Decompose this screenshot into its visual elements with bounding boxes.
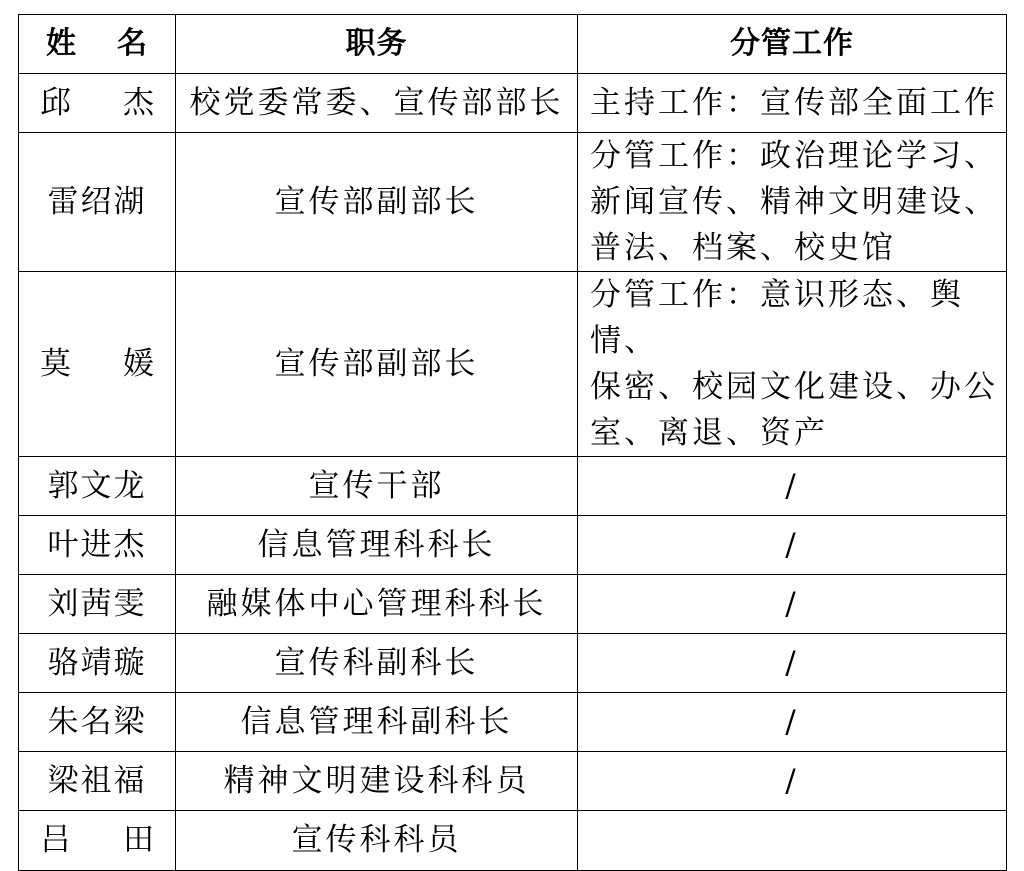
table-header-row: [19, 15, 1007, 74]
position-cell: 信息管理科副科长: [176, 693, 578, 752]
duty-cell: /: [578, 693, 1007, 752]
position-cell: 信息管理科科长: [176, 516, 578, 575]
position-cell: 宣传科副科长: [176, 634, 578, 693]
duty-line: 保密、校园文化建设、办公: [590, 369, 998, 405]
duty-cell: /: [578, 575, 1007, 634]
table-row: [19, 634, 1007, 693]
table-row: [19, 575, 1007, 634]
name-cell: 刘茜雯: [19, 575, 176, 634]
table-row: [19, 133, 1007, 272]
duty-line: 分管工作：意识形态、舆情、: [590, 277, 964, 359]
duty-line: 室、离退、资产: [590, 415, 828, 451]
duty-cell: /: [578, 457, 1007, 516]
header-name: 姓 名: [19, 15, 176, 74]
name-cell: 邱 杰: [19, 74, 176, 133]
position-cell: 宣传部副部长: [176, 133, 578, 272]
name-cell: 叶进杰: [19, 516, 176, 575]
table-row: [19, 811, 1007, 871]
table-row: [19, 752, 1007, 811]
name-cell: 莫 媛: [19, 272, 176, 457]
header-position: 职务: [176, 15, 578, 74]
name-cell: 朱名梁: [19, 693, 176, 752]
name-cell: 骆靖璇: [19, 634, 176, 693]
table-row: [19, 693, 1007, 752]
duty-cell: 主持工作：宣传部全面工作: [578, 74, 1007, 133]
table-row: [19, 272, 1007, 457]
name-cell: 吕 田: [19, 811, 176, 871]
duty-cell: [578, 272, 1007, 457]
name-cell: 郭文龙: [19, 457, 176, 516]
position-cell: 校党委常委、宣传部部长: [176, 74, 578, 133]
duty-line: 新闻宣传、精神文明建设、: [590, 184, 998, 220]
name-cell: 梁祖福: [19, 752, 176, 811]
duty-cell: /: [578, 752, 1007, 811]
position-cell: 宣传部副部长: [176, 272, 578, 457]
header-duty: 分管工作: [578, 15, 1007, 74]
position-cell: 精神文明建设科科员: [176, 752, 578, 811]
position-cell: 宣传科科员: [176, 811, 578, 871]
name-cell: 雷绍湖: [19, 133, 176, 272]
duty-cell: [578, 811, 1007, 871]
position-cell: 融媒体中心管理科科长: [176, 575, 578, 634]
position-cell: 宣传干部: [176, 457, 578, 516]
staff-duty-table: [18, 14, 1007, 871]
table-row: [19, 516, 1007, 575]
duty-line: 分管工作：政治理论学习、: [590, 138, 998, 174]
duty-cell: [578, 133, 1007, 272]
duty-cell: /: [578, 634, 1007, 693]
duty-line: 普法、档案、校史馆: [590, 230, 896, 266]
table-row: [19, 457, 1007, 516]
duty-cell: /: [578, 516, 1007, 575]
table-row: [19, 74, 1007, 133]
